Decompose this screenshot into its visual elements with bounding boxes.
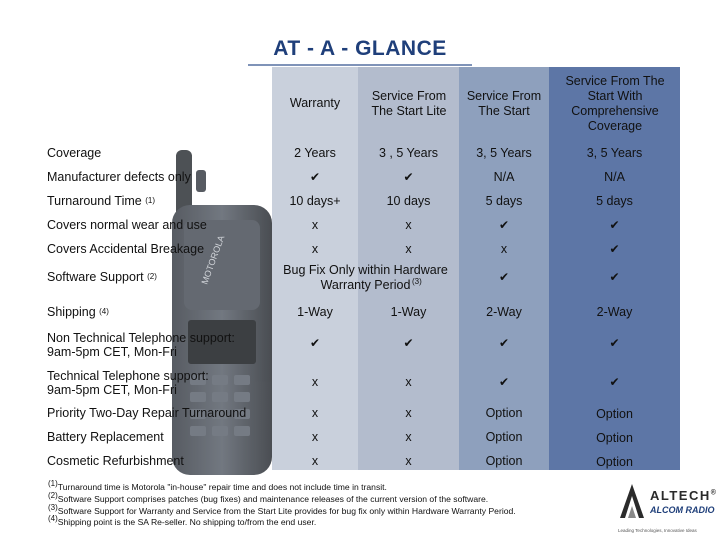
cell-normal-wear-sfts-comprehensive: ✔ [609,217,620,232]
cell-manufacturer-warranty: ✔ [309,169,321,184]
cell-non-technical-sfts-comprehensive: ✔ [609,335,620,350]
cell-turnaround-sfts: 5 days [485,193,523,208]
cell-coverage-sfts-lite: 3 , 5 Years [378,145,439,160]
cell-non-technical-sfts: ✔ [498,335,510,350]
row-label-manufacturer-defects: Manufacturer defects only [47,170,191,184]
cell-cosmetic-sfts: Option [485,453,523,468]
cell-coverage-sfts: 3, 5 Years [476,145,532,160]
cell-battery-sfts-comprehensive: Option [596,430,633,445]
cell-coverage-sfts-comprehensive: 3, 5 Years [586,145,643,160]
row-label-technical-support: Technical Telephone support: 9am-5pm CET, Mon-Fri [47,369,209,397]
header-warranty: Warranty [289,96,341,110]
logo-tagline: Leading Technologies, Innovative Ideas [618,528,697,533]
row-label-shipping: Shipping (4) [47,305,109,319]
footnote-4: $^{(4)}$Shipping point is the SA Re-seller. No shipping to/from the end user. [48,514,317,528]
cell-technical-sfts-comprehensive: ✔ [609,374,620,389]
row-label-coverage: Coverage [47,146,102,160]
cell-normal-wear-warranty: x [311,217,319,232]
cell-normal-wear-sfts-lite: x [405,217,412,232]
cell-cosmetic-warranty: x [311,453,319,468]
cell-battery-sfts: Option [485,429,523,444]
row-label-battery-replacement: Battery Replacement [47,430,164,444]
cell-accidental-sfts-lite: x [405,241,412,256]
cell-priority-sfts-lite: x [405,405,412,420]
row-label-turnaround-time: Turnaround Time (1) [47,194,155,208]
header-sfts-comprehensive: Service From The Start With Comprehensive Coverage [565,73,665,133]
software-support-span-text: Bug Fix Only within Hardware Warranty Period [283,263,448,292]
cell-technical-sfts-lite: x [405,374,412,389]
row-label-accidental-breakage: Covers Accidental Breakage [47,242,205,256]
cell-non-technical-sfts-lite: ✔ [403,335,414,350]
cell-priority-sfts-comprehensive: Option [596,406,633,421]
altech-logo [616,478,716,538]
cell-accidental-sfts: x [500,241,508,256]
svg-text:MOTOROLA: MOTOROLA [199,234,227,286]
header-sfts-lite: Service From The Start Lite [371,88,447,118]
cell-shipping-warranty: 1-Way [297,304,333,319]
cell-manufacturer-sfts-lite: ✔ [403,169,414,184]
logo-name: ALTECH® [650,488,718,503]
row-label-cosmetic-refurbishment: Cosmetic Refurbishment [47,454,184,468]
cell-non-technical-warranty: ✔ [309,335,321,350]
cell-battery-sfts-lite: x [405,429,412,444]
footnote-2: $^{(2)}$Software Support comprises patches (bug fixes) and maintenance releases of the current version of the software. [48,490,489,504]
radio-handset-image [162,150,272,480]
footnote-3: $^{(3)}$Software Support for Warranty and Service from the Start Lite provides for bug fix only within Hardware Warranty Period. [48,502,516,516]
cell-technical-sfts: ✔ [498,374,510,389]
cell-priority-sfts: Option [485,405,523,420]
row-label-normal-wear: Covers normal wear and use [47,218,207,232]
cell-software-support-sfts-comprehensive: ✔ [609,269,620,284]
cell-shipping-sfts-comprehensive: 2-Way [596,304,633,319]
page-title: AT - A - GLANCE [273,37,447,60]
cell-turnaround-sfts-comprehensive: 5 days [596,193,633,208]
cell-shipping-sfts-lite: 1-Way [390,304,427,319]
cell-normal-wear-sfts: ✔ [498,217,510,232]
cell-accidental-sfts-comprehensive: ✔ [609,241,620,256]
footnote-1: $^{(1)}$Turnaround time is Motorola "in-house" repair time and does not include time in transit. [48,479,387,492]
footnotes [48,479,516,529]
cell-technical-warranty: x [311,374,319,389]
cell-battery-warranty: x [311,429,319,444]
cell-turnaround-warranty: 10 days+ [289,193,341,208]
row-label-software-support: Software Support (2) [47,270,157,284]
cell-priority-warranty: x [311,405,319,420]
row-label-non-technical-support: Non Technical Telephone support: 9am-5pm CET, Mon-Fri [47,331,235,359]
cell-shipping-sfts: 2-Way [486,304,522,319]
cell-manufacturer-sfts-comprehensive: N/A [604,169,625,184]
cell-cosmetic-sfts-lite: x [405,453,412,468]
cell-software-support-sfts: ✔ [498,269,510,284]
header-sfts: Service From The Start [466,88,542,118]
cell-turnaround-sfts-lite: 10 days [386,193,431,208]
row-label-priority-repair: Priority Two-Day Repair Turnaround [47,406,247,420]
cell-manufacturer-sfts: N/A [493,169,515,184]
cell-accidental-warranty: x [311,241,319,256]
cell-cosmetic-sfts-comprehensive: Option [596,454,633,469]
cell-software-support-span: Bug Fix Only within Hardware Warranty Period (3) [272,262,459,294]
logo-sub: ALCOM RADIO [650,505,715,515]
title-underline [248,64,472,66]
cell-coverage-warranty: 2 Years [294,145,336,160]
